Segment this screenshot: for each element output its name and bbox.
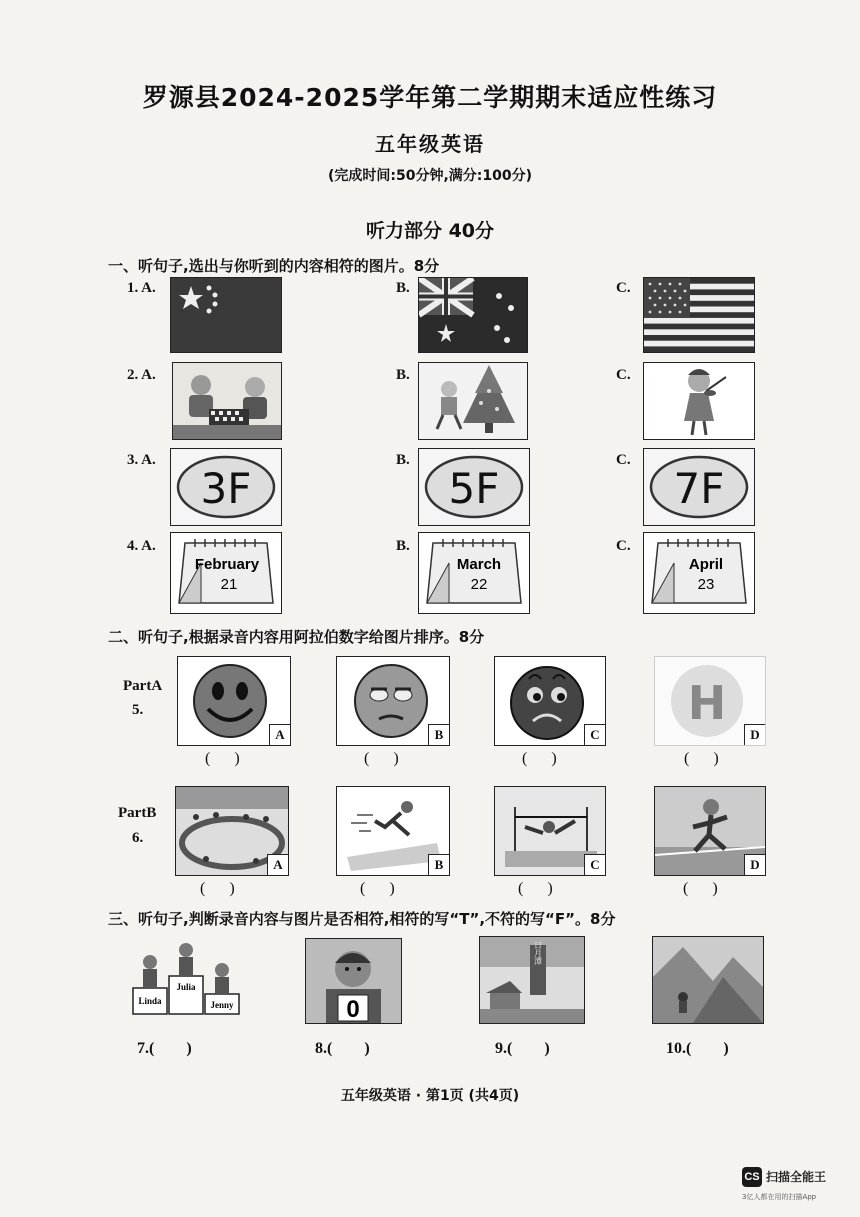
q10-answer[interactable]: 10.( ) <box>666 1040 729 1057</box>
tag-b-partb: B <box>428 854 449 875</box>
listening-part-heading: 听力部分 40分 <box>365 220 495 242</box>
australia-flag-image <box>418 277 528 353</box>
sports-field-image <box>175 786 289 876</box>
camscanner-logo-icon: CS <box>742 1167 762 1187</box>
time-note: (完成时间:50分钟,满分:100分) <box>327 168 533 184</box>
q5-blank-b[interactable]: ( ) <box>364 750 399 767</box>
camscanner-slogan: 3亿人都在用的扫描App <box>742 1193 817 1201</box>
q5-number: 5. <box>132 702 144 718</box>
sign-3f-text: 3F <box>200 464 252 513</box>
q5-blank-a[interactable]: ( ) <box>205 750 240 767</box>
q2-number: 2. A. <box>127 367 156 383</box>
china-flag-image <box>170 277 282 353</box>
q1-option-c-label: C. <box>616 280 631 296</box>
calendar-month-april: April <box>688 556 724 573</box>
floor-5f-sign <box>418 448 530 526</box>
sad-face-image <box>494 656 606 746</box>
podium-name-linda: Linda <box>138 996 162 1006</box>
page-footer: 五年级英语 · 第1页 (共4页) <box>340 1088 520 1104</box>
exam-subtitle: 五年级英语 <box>375 132 485 156</box>
high-jump-image <box>494 786 606 876</box>
tag-b: B <box>428 724 449 745</box>
q5-blank-c[interactable]: ( ) <box>522 750 557 767</box>
lake-sign-text: 日月潭 <box>533 941 543 965</box>
calendar-march-image <box>418 532 530 614</box>
camscanner-name: 扫描全能王 <box>766 1170 827 1184</box>
q8-answer[interactable]: 8.( ) <box>315 1040 370 1057</box>
section2-title: 二、听句子,根据录音内容用阿拉伯数字给图片排序。8分 <box>108 628 485 646</box>
exam-title: 罗源县2024-2025学年第二学期期末适应性练习 <box>142 83 718 112</box>
calendar-day-21: 21 <box>220 576 238 593</box>
q9-answer[interactable]: 9.( ) <box>495 1040 550 1057</box>
q3-number: 3. A. <box>127 452 156 468</box>
q4-number: 4. A. <box>127 538 156 554</box>
long-jump-image <box>336 786 450 876</box>
mountain-scenery-image <box>652 936 764 1024</box>
calendar-day-22: 22 <box>470 576 488 593</box>
q1-number: 1. A. <box>127 280 156 296</box>
calendar-month-february: February <box>194 556 260 573</box>
usa-flag-image <box>643 277 755 353</box>
calendar-february-image <box>170 532 282 614</box>
christmas-tree-image <box>418 362 528 440</box>
sun-moon-lake-image <box>479 936 585 1024</box>
faded-face-image <box>654 656 766 746</box>
tag-c: C <box>584 724 605 745</box>
q1-option-b-label: B. <box>396 280 410 296</box>
calendar-april-image <box>643 532 755 614</box>
tired-face-image <box>336 656 450 746</box>
floor-3f-sign <box>170 448 282 526</box>
q6-blank-c[interactable]: ( ) <box>518 880 553 897</box>
podium-girls-image <box>131 938 241 1016</box>
tag-a-partb: A <box>267 854 288 875</box>
podium-name-jenny: Jenny <box>210 1000 234 1010</box>
q2-option-b-label: B. <box>396 367 410 383</box>
svg-text:H: H <box>687 676 727 730</box>
tag-a: A <box>269 724 290 745</box>
tag-c-partb: C <box>584 854 605 875</box>
part-a-label: PartA <box>123 678 163 694</box>
part-b-label: PartB <box>118 805 157 821</box>
tag-d-partb: D <box>744 854 765 875</box>
happy-face-image <box>177 656 291 746</box>
section1-title: 一、听句子,选出与你听到的内容相符的图片。8分 <box>108 257 440 275</box>
chess-players-image <box>172 362 282 440</box>
section3-title: 三、听句子,判断录音内容与图片是否相符,相符的写“T”,不符的写“F”。8分 <box>108 910 616 928</box>
boy-holding-zero-image <box>305 938 402 1024</box>
q6-number: 6. <box>132 830 144 846</box>
q3-option-b-label: B. <box>396 452 410 468</box>
floor-7f-sign <box>643 448 755 526</box>
podium-name-julia: Julia <box>176 982 196 992</box>
sign-7f-text: 7F <box>673 464 725 513</box>
calendar-day-23: 23 <box>697 576 715 593</box>
calendar-month-march: March <box>456 556 502 573</box>
q6-blank-b[interactable]: ( ) <box>360 880 395 897</box>
q5-blank-d[interactable]: ( ) <box>684 750 719 767</box>
q3-option-c-label: C. <box>616 452 631 468</box>
sign-5f-text: 5F <box>448 464 500 513</box>
girl-violin-image <box>643 362 755 440</box>
zero-card-text: 0 <box>346 996 360 1023</box>
q6-blank-a[interactable]: ( ) <box>200 880 235 897</box>
q2-option-c-label: C. <box>616 367 631 383</box>
q4-option-c-label: C. <box>616 538 631 554</box>
q7-answer[interactable]: 7.( ) <box>137 1040 192 1057</box>
running-boy-image <box>654 786 766 876</box>
tag-d: D <box>744 724 765 745</box>
q6-blank-d[interactable]: ( ) <box>683 880 718 897</box>
q4-option-b-label: B. <box>396 538 410 554</box>
